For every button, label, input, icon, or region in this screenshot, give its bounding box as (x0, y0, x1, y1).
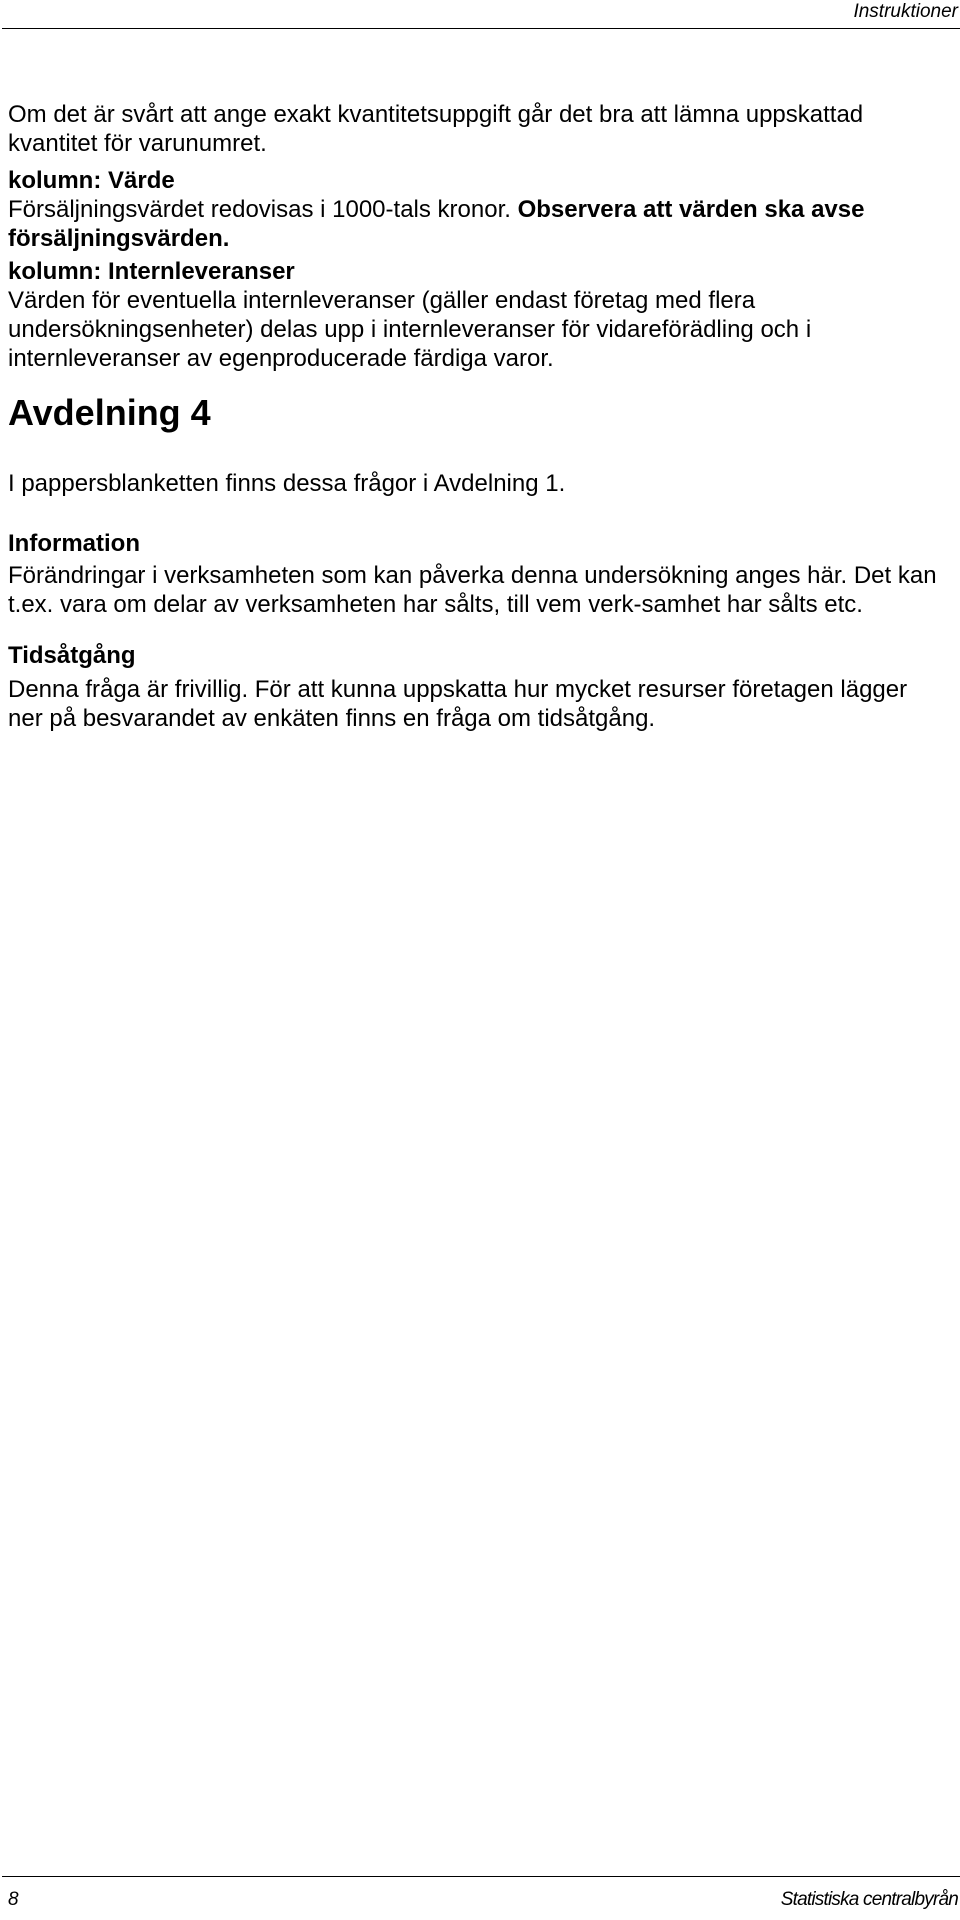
header-divider (2, 28, 960, 29)
section-4-intro: I pappersblanketten finns dessa frågor i Avdelning 1. (8, 470, 566, 497)
time-spent-paragraph: Denna fråga är frivillig. För att kunna uppskatta hur mycket resurser företagen lägger ner på besvarandet av enkäten finns en fråga om tidsåtgång. (8, 676, 908, 732)
page-footer (0, 1870, 960, 1920)
value-column-heading: kolumn: Värde (8, 167, 175, 194)
section-4-heading: Avdelning 4 (8, 392, 211, 433)
footer-divider (2, 1876, 960, 1877)
header-title: Instruktioner (853, 1, 958, 22)
value-column-text: Försäljningsvärdet redovisas i 1000-tals kronor. (8, 196, 518, 223)
quantity-estimate-paragraph: Om det är svårt att ange exakt kvantitetsuppgift går det bra att lämna uppskattad kvantitet för varunumret. (8, 101, 864, 157)
page-header (0, 0, 960, 30)
information-heading: Information (8, 530, 140, 557)
time-spent-heading: Tidsåtgång (8, 642, 136, 669)
main-content (8, 100, 948, 733)
internal-deliveries-heading: kolumn: Internleveranser (8, 258, 295, 285)
value-column-paragraph (8, 195, 948, 253)
information-paragraph: Förändringar i verksamheten som kan påverka denna undersökning anges här. Det kan t.ex. vara om delar av verksamheten har sålts, till vem verk-samhet har sålts etc. (8, 562, 937, 618)
page-number: 8 (8, 1889, 19, 1910)
value-column-emphasis: Observera att värden ska avse försäljningsvärden. (8, 196, 865, 252)
internal-deliveries-paragraph: Värden för eventuella internleveranser (gäller endast företag med flera undersökningsenheter) delas upp i internleveranser för vidareförädling och i internleveranser av egenproducerade färdiga varor. (8, 287, 812, 372)
organization-name: Statistiska centralbyrån (780, 1889, 958, 1910)
